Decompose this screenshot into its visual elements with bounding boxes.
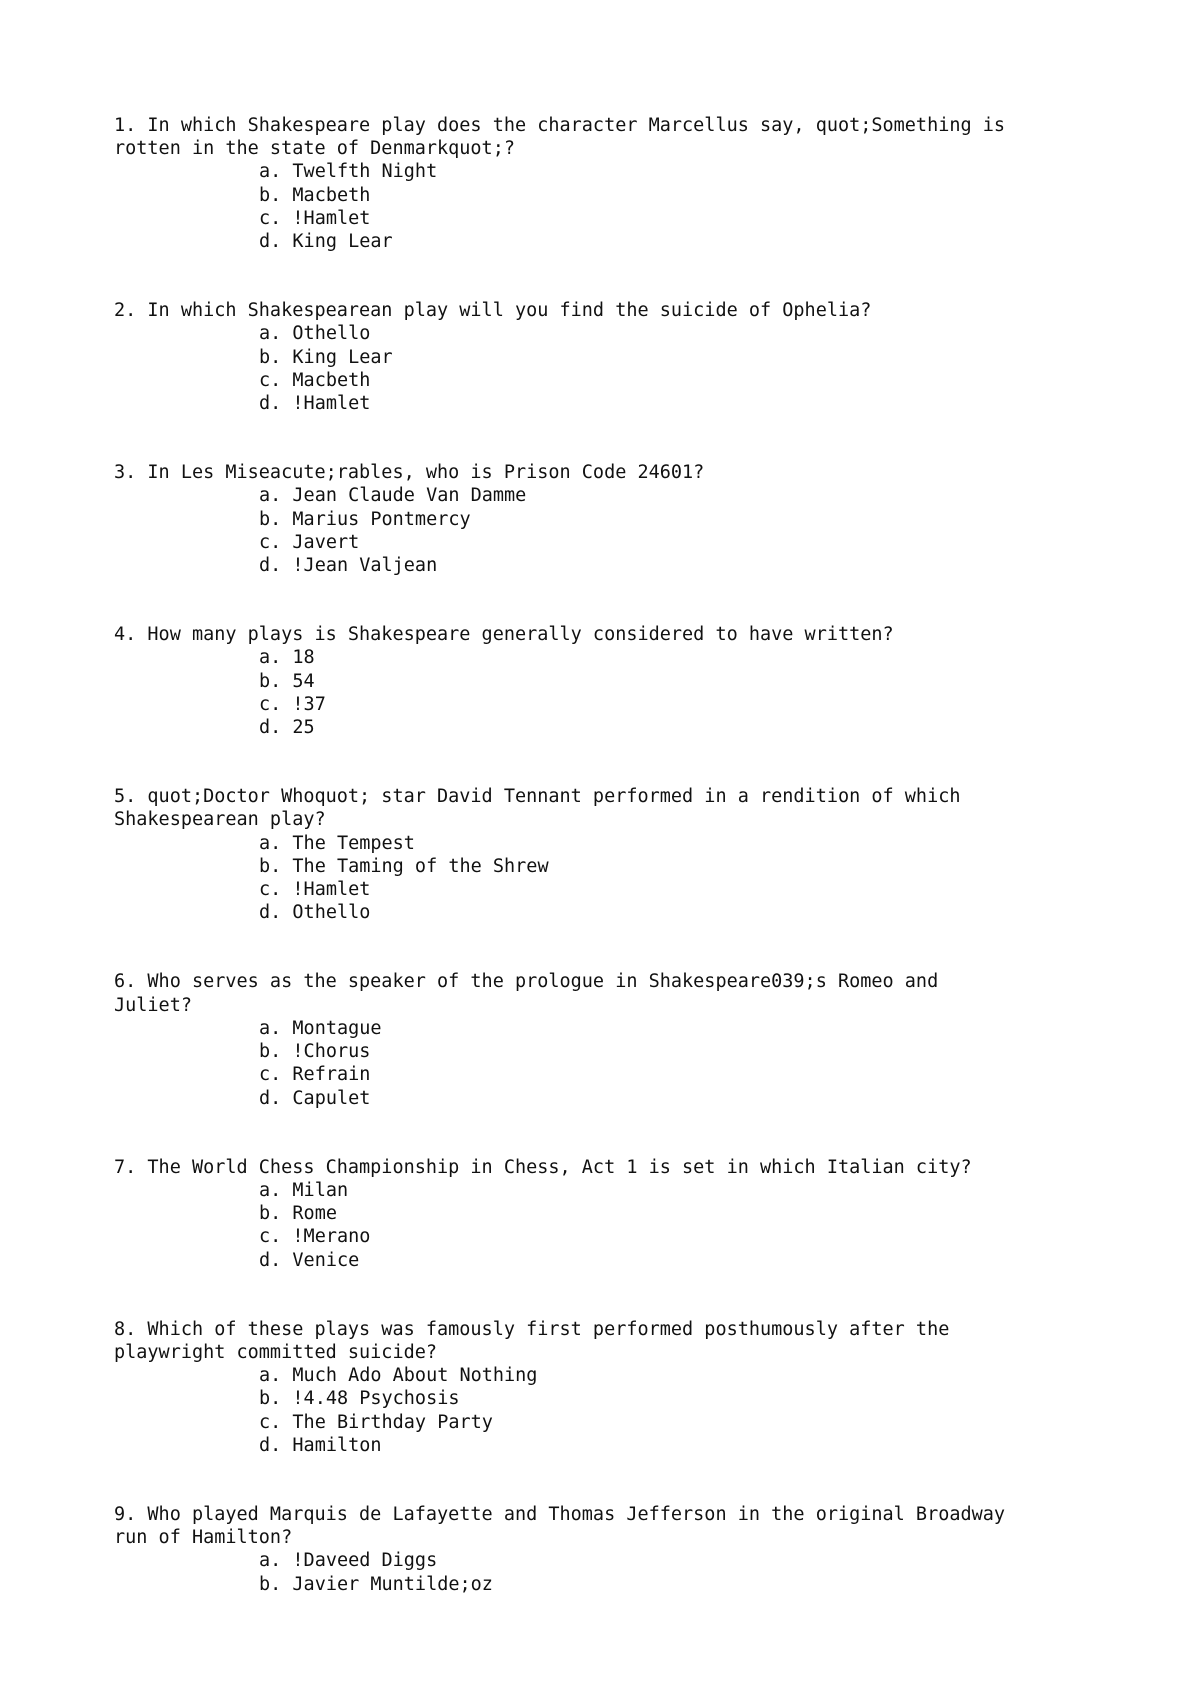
- quiz-question-list: [114, 114, 1114, 1642]
- question-text: 9. Who played Marquis de Lafayette and Thomas Jefferson in the original Broadway run of Hamilton?: [114, 1503, 1006, 1549]
- answer-option: b. 54: [259, 670, 315, 692]
- question-text: 2. In which Shakespearean play will you find the suicide of Ophelia?: [114, 300, 872, 322]
- answer-option: c. !37: [259, 693, 326, 715]
- question-text: 6. Who serves as the speaker of the prologue in Shakespeare039;s Romeo and Juliet?: [114, 971, 939, 1016]
- answer-option: c. !Hamlet: [259, 879, 371, 901]
- answer-option: d. Hamilton: [259, 1434, 382, 1456]
- answer-option: c. Javert: [259, 531, 360, 553]
- answer-option: a. Montague: [259, 1017, 382, 1039]
- answer-option: c. The Birthday Party: [259, 1411, 493, 1433]
- question-block: [114, 785, 1114, 924]
- answer-option: a. !Daveed Diggs: [259, 1550, 438, 1572]
- answer-option: a. Much Ado About Nothing: [259, 1365, 538, 1387]
- question-text: 7. The World Chess Championship in Chess, Act 1 is set in which Italian city?: [114, 1156, 972, 1178]
- answer-option: b. Rome: [259, 1203, 337, 1225]
- answer-option: c. Refrain: [259, 1064, 371, 1086]
- answer-option: b. !Chorus: [259, 1041, 371, 1063]
- question-block: [114, 1156, 1114, 1272]
- answer-option: a. Milan: [259, 1179, 349, 1201]
- question-block: [114, 1503, 1114, 1596]
- answer-option: d. !Jean Valjean: [259, 555, 438, 577]
- answer-option: b. Javier Muntilde;oz: [259, 1573, 493, 1595]
- question-text: 1. In which Shakespeare play does the character Marcellus say, quot;Something is rotten in the state of Denmarkquot;?: [114, 115, 1006, 160]
- question-text: 8. Which of these plays was famously first performed posthumously after the playwright committed suicide?: [114, 1318, 950, 1363]
- answer-option: d. 25: [259, 717, 315, 739]
- answer-option: c. Macbeth: [259, 369, 371, 391]
- answer-option: a. 18: [259, 647, 315, 669]
- question-text: 5. quot;Doctor Whoquot; star David Tennant performed in a rendition of which Shakespearean play?: [114, 786, 961, 831]
- answer-option: a. Twelfth Night: [259, 161, 438, 183]
- question-block: [114, 970, 1114, 1109]
- answer-option: d. Capulet: [259, 1087, 371, 1109]
- question-block: [114, 1318, 1114, 1457]
- answer-option: c. !Hamlet: [259, 207, 371, 229]
- answer-option: b. The Taming of the Shrew: [259, 855, 549, 877]
- answer-option: a. Jean Claude Van Damme: [259, 485, 527, 507]
- answer-option: d. King Lear: [259, 231, 393, 253]
- question-block: [114, 299, 1114, 415]
- question-text: 3. In Les Miseacute;rables, who is Prison Code 24601?: [114, 462, 705, 484]
- question-block: [114, 623, 1114, 739]
- answer-option: b. !4.48 Psychosis: [259, 1388, 460, 1410]
- answer-option: a. Othello: [259, 323, 371, 345]
- answer-option: b. King Lear: [259, 346, 393, 368]
- answer-option: d. Othello: [259, 902, 371, 924]
- question-block: [114, 114, 1114, 253]
- answer-option: b. Macbeth: [259, 184, 371, 206]
- answer-option: d. !Hamlet: [259, 393, 371, 415]
- answer-option: d. Venice: [259, 1249, 360, 1271]
- answer-option: b. Marius Pontmercy: [259, 508, 471, 530]
- question-text: 4. How many plays is Shakespeare generally considered to have written?: [114, 624, 894, 646]
- answer-option: a. The Tempest: [259, 832, 415, 854]
- answer-option: c. !Merano: [259, 1226, 371, 1248]
- question-block: [114, 461, 1114, 577]
